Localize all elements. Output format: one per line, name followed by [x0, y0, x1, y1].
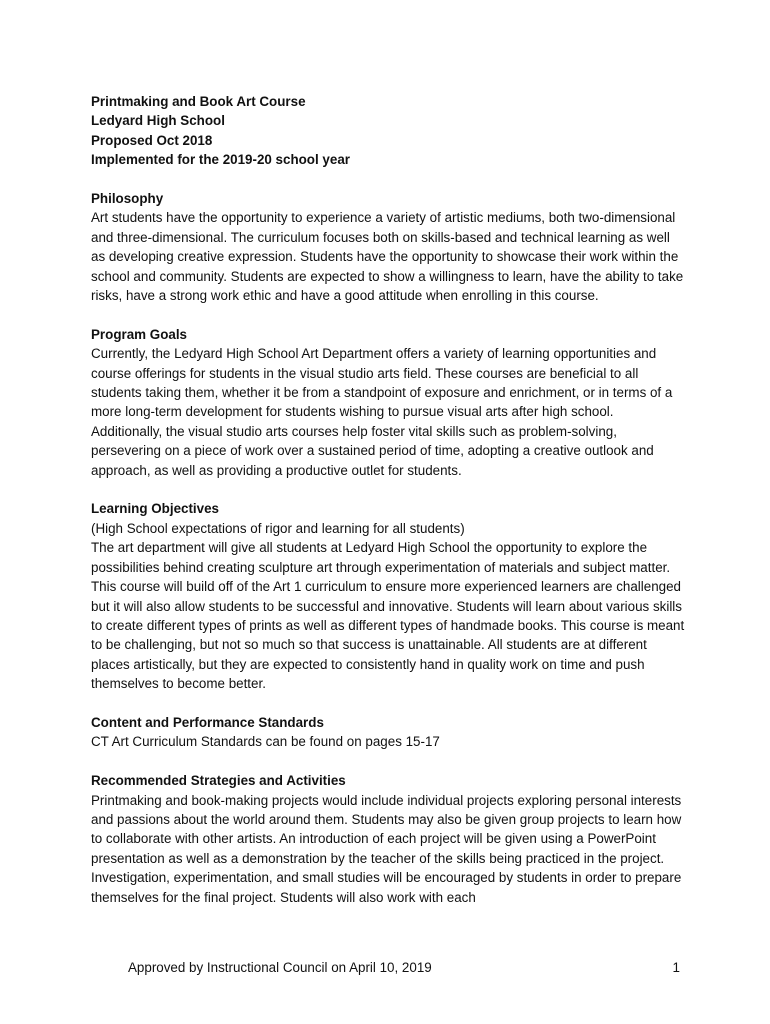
document-body [91, 92, 687, 907]
section-heading: Program Goals [91, 326, 187, 342]
implemented-year: Implemented for the 2019-20 school year [91, 152, 350, 168]
footer-approval: Approved by Instructional Council on April 10, 2019 [128, 960, 432, 975]
section-paragraph: Currently, the Ledyard High School Art Department offers a variety of learning opportunities and course offerings for students in the visual studio arts field. These courses are beneficial to all students taking them, whether it be from a standpoint of exposure and enrichment, or in terms of a more long-term development for students wishing to pursue visual arts after high school. Additionally, the visual studio arts courses help foster vital skills such as problem-solving, persevering on a piece of work over a sustained period of time, adopting a creative outlook and approach, as well as providing a productive outlet for students. [91, 346, 673, 478]
section-content-standards [91, 713, 687, 752]
section-subheading: (High School expectations of rigor and learning for all students) [91, 520, 465, 536]
section-strategies [91, 771, 687, 907]
course-title: Printmaking and Book Art Course [91, 94, 306, 109]
section-learning-objectives [91, 499, 687, 693]
section-heading: Content and Performance Standards [91, 714, 324, 730]
section-heading: Learning Objectives [91, 501, 219, 517]
proposed-date: Proposed Oct 2018 [91, 132, 213, 148]
section-paragraph: Printmaking and book-making projects would include individual projects exploring personal interests and passions about the world around them. Students may also be given group projects to learn how to collaborate with other artists. An introduction of each project will be given using a PowerPoint presentation as well as a demonstration by the teacher of the skills being practiced in the project. Investigation, experimentation, and small studies will be encouraged by students in order to prepare themselves for the final project. Students will also work with each [91, 792, 682, 905]
document-header [91, 92, 687, 170]
section-heading: Recommended Strategies and Activities [91, 773, 346, 789]
section-heading: Philosophy [91, 191, 164, 207]
section-paragraph: Art students have the opportunity to experience a variety of artistic mediums, both two-dimensional and three-dimensional. The curriculum focuses both on skills-based and technical learning as well as developing creative expression. Students have the opportunity to showcase their work within the school and community. Students are expected to show a willingness to learn, have the ability to take risks, have a strong work ethic and have a good attitude when enrolling in this course. [91, 210, 684, 304]
section-philosophy [91, 189, 687, 305]
section-program-goals [91, 325, 687, 480]
section-paragraph: The art department will give all students at Ledyard High School the opportunity to explore the possibilities behind creating sculpture art through experimentation of materials and subject matter. This course will build off of the Art 1 curriculum to ensure more experienced learners are challenged but it will also allow students to be successful and innovative. Students will learn about various skills to create different types of prints as well as different types of handmade books. This course is meant to be challenging, but not so much so that success is unattainable. All students are at different places artistically, but they are expected to consistently hand in quality work on time and push themselves to become better. [91, 540, 685, 692]
page-number: 1 [672, 960, 680, 975]
school-name: Ledyard High School [91, 113, 225, 129]
section-paragraph: CT Art Curriculum Standards can be found on pages 15-17 [91, 734, 440, 750]
